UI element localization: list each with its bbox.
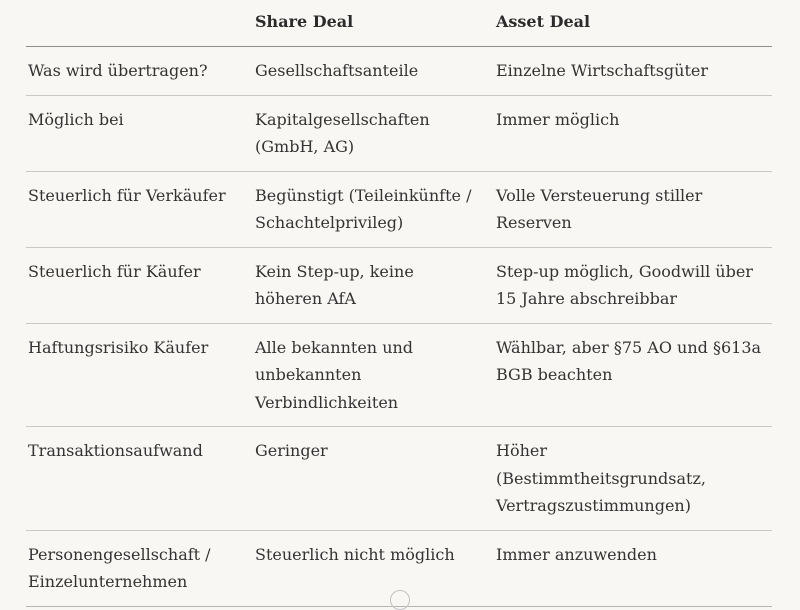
table-header-row — [26, 0, 772, 47]
asset-deal-cell: Immer möglich — [494, 95, 772, 171]
share-deal-cell: Begünstigt (Teileinkünfte / Schachtelprivileg) — [253, 171, 494, 247]
share-deal-cell: Geringer — [253, 427, 494, 531]
asset-deal-cell: Immer anzuwenden — [494, 530, 772, 606]
criterion-cell: Möglich bei — [26, 95, 253, 171]
share-deal-cell: Kein Step-up, keine höheren AfA — [253, 247, 494, 323]
criterion-cell: Was wird übertragen? — [26, 47, 253, 96]
asset-deal-cell: Step-up möglich, Goodwill über 15 Jahre abschreibbar — [494, 247, 772, 323]
header-criterion — [26, 0, 253, 47]
share-deal-cell: Alle bekannten und unbekannten Verbindlichkeiten — [253, 323, 494, 427]
criterion-cell: Steuerlich für Käufer — [26, 247, 253, 323]
table-row — [26, 171, 772, 247]
header-share-deal: Share Deal — [253, 0, 494, 47]
comparison-table — [26, 0, 772, 607]
comparison-table-container — [26, 0, 772, 607]
header-asset-deal: Asset Deal — [494, 0, 772, 47]
circle-icon — [390, 590, 410, 610]
criterion-cell: Transaktionsaufwand — [26, 427, 253, 531]
asset-deal-cell: Einzelne Wirtschaftsgüter — [494, 47, 772, 96]
criterion-cell: Steuerlich für Verkäufer — [26, 171, 253, 247]
table-row — [26, 323, 772, 427]
share-deal-cell: Steuerlich nicht möglich — [253, 530, 494, 606]
asset-deal-cell: Wählbar, aber §75 AO und §613a BGB beachten — [494, 323, 772, 427]
share-deal-cell: Kapitalgesellschaften (GmbH, AG) — [253, 95, 494, 171]
table-row — [26, 427, 772, 531]
asset-deal-cell: Volle Versteuerung stiller Reserven — [494, 171, 772, 247]
table-row — [26, 247, 772, 323]
criterion-cell: Haftungsrisiko Käufer — [26, 323, 253, 427]
table-row — [26, 95, 772, 171]
table-row — [26, 47, 772, 96]
criterion-cell: Personengesellschaft / Einzelunternehmen — [26, 530, 253, 606]
asset-deal-cell: Höher (Bestimmtheitsgrundsatz, Vertragszustimmungen) — [494, 427, 772, 531]
share-deal-cell: Gesellschaftsanteile — [253, 47, 494, 96]
